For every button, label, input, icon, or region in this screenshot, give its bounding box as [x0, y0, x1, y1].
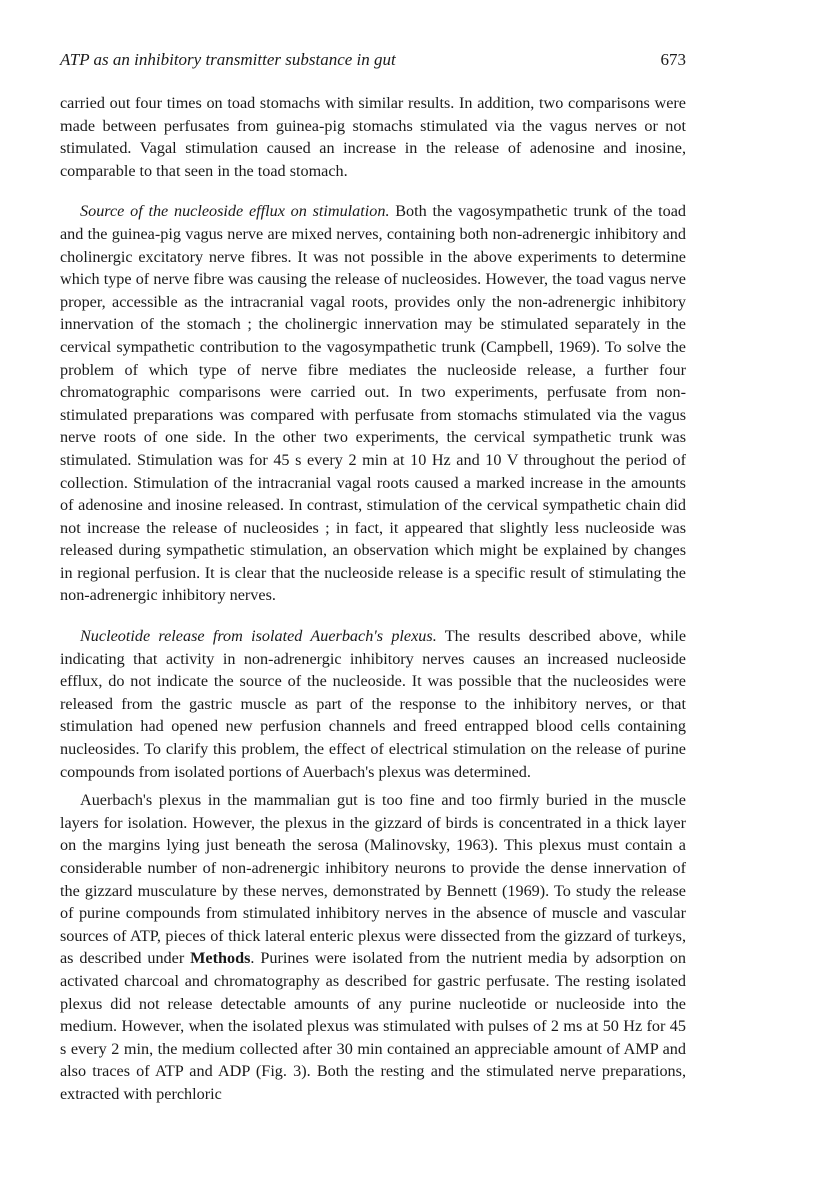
- methods-reference: Methods: [190, 949, 251, 968]
- paragraph-text: Both the vagosympathetic trunk of the toad and the guinea-pig vagus nerve are mixed nerves, containing both non-adrenergic inhibitory and cholinergic excitatory nerve fibres. It was not possible in the above experiments to determine which type of nerve fibre was causing the release of nucleosides. However, the toad vagus nerve proper, accessible as the intracranial vagal roots, provides only the non-adrenergic inhibitory innervation of the stomach ; the cholinergic innervation may be stimulated separately in the cervical sympathetic contribution to the vagosympathetic trunk (Campbell, 1969). To solve the problem of which type of nerve fibre mediates the nucleoside release, a further four chromatographic comparisons were carried out. In two experiments, perfusate from non-stimulated preparations was compared with perfusate from stomachs stimulated via the vagus nerve roots of one side. In the other two experiments, the cervical sympathetic trunk was stimulated. Stimulation was for 45 s every 2 min at 10 Hz and 10 V throughout the period of collection. Stimulation of the intracranial vagal roots caused a marked increase in the amounts of adenosine and inosine released. In contrast, stimulation of the cervical sympathetic chain did not increase the release of nucleosides ; in fact, it appeared that slightly less nucleoside was released during sympathetic stimulation, an observation which might be explained by changes in regional perfusion. It is clear that the nucleoside release is a specific result of stimulating the non-adrenergic inhibitory nerves.: [60, 202, 686, 605]
- paragraph-text: Auerbach's plexus in the mammalian gut is too fine and too firmly buried in the muscle layers for isolation. However, the plexus in the gizzard of birds is concentrated in a thick layer on the margins lying just beneath the serosa (Malinovsky, 1963). This plexus must contain a considerable number of non-adrenergic inhibitory neurons to provide the dense innervation of the gizzard musculature by these nerves, demonstrated by Bennett (1969). To study the release of purine compounds from stimulated inhibitory nerves in the absence of muscle and vascular sources of ATP, pieces of thick lateral enteric plexus were dissected from the gizzard of turkeys, as described under: [60, 791, 686, 968]
- paragraph-nucleoside-efflux: [60, 200, 686, 607]
- section-runin-heading: Source of the nucleoside efflux on stimulation.: [80, 202, 390, 221]
- paragraph-auerbach-release: [60, 625, 686, 783]
- paragraph-text: . Purines were isolated from the nutrient media by adsorption on activated charcoal and chromatography as described for gastric perfusate. The resting isolated plexus did not release detectable amounts of any purine nucleotide or nucleoside into the medium. However, when the isolated plexus was stimulated with pulses of 2 ms at 50 Hz for 45 s every 2 min, the medium collected after 30 min contained an appreciable amount of AMP and also traces of ATP and ADP (Fig. 3). Both the resting and the stimulated nerve preparations, extracted with perchloric: [60, 949, 686, 1103]
- paragraph-continuation: [60, 92, 686, 182]
- page-header: [60, 50, 686, 70]
- running-title: ATP as an inhibitory transmitter substance in gut: [60, 50, 396, 69]
- journal-page: [60, 50, 686, 1106]
- paragraph-text: The results described above, while indicating that activity in non-adrenergic inhibitory nerves causes an increased nucleoside efflux, do not indicate the source of the nucleoside. It was possible that the nucleosides were released from the gastric muscle as part of the response to the inhibitory nerves, or that stimulation had opened new perfusion channels and freed entrapped blood cells containing nucleosides. To clarify this problem, the effect of electrical stimulation on the release of purine compounds from isolated portions of Auerbach's plexus was determined.: [60, 627, 687, 781]
- section-runin-heading: Nucleotide release from isolated Auerbach's plexus.: [80, 627, 437, 646]
- paragraph-gizzard-plexus: [60, 789, 686, 1105]
- paragraph-text: carried out four times on toad stomachs with similar results. In addition, two comparisons were made between perfusates from guinea-pig stomachs stimulated via the vagus nerves or not stimulated. Vagal stimulation caused an increase in the release of adenosine and inosine, comparable to that seen in the toad stomach.: [60, 94, 686, 180]
- page-number: 673: [660, 50, 686, 69]
